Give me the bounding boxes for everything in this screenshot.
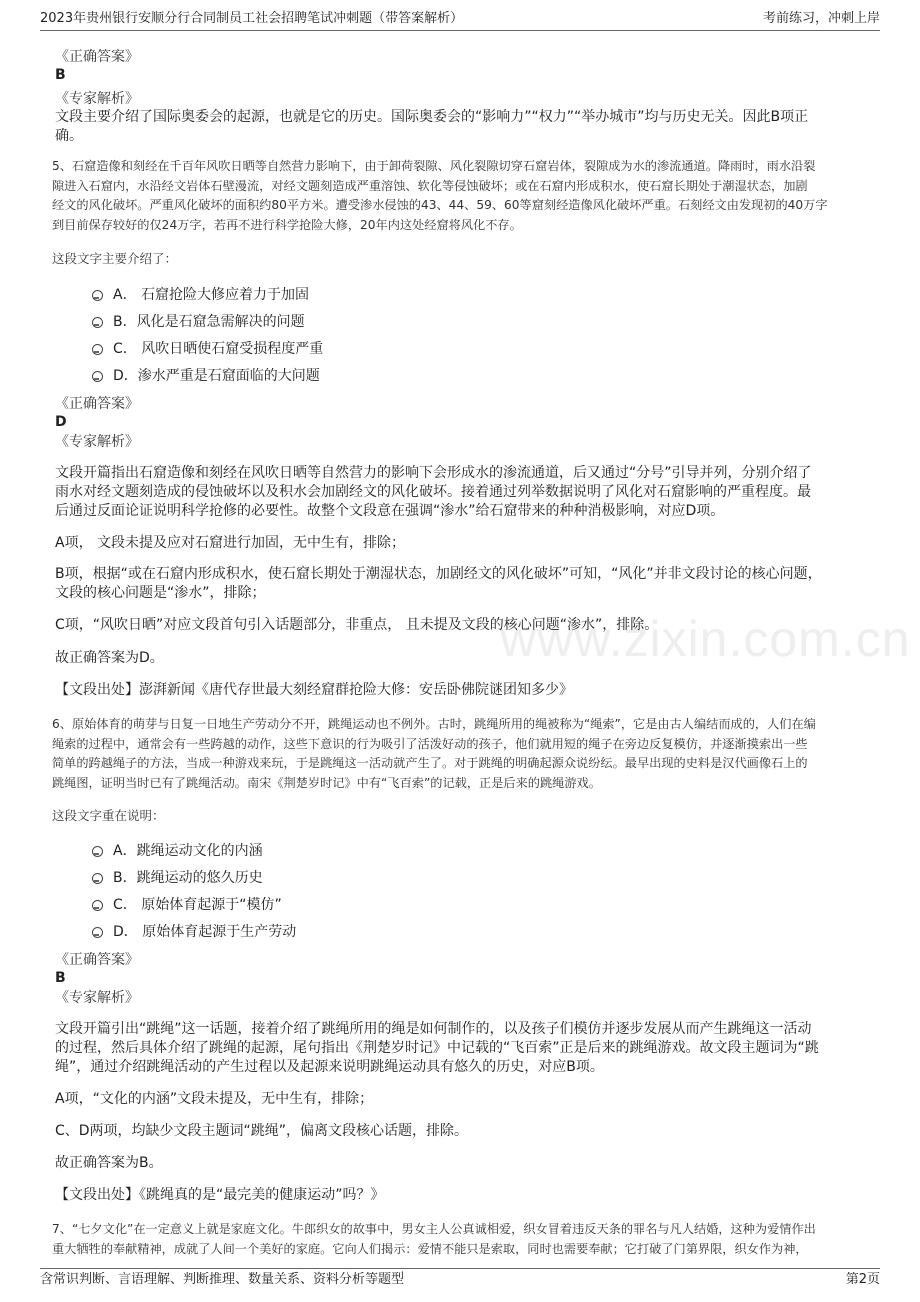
answer-label: 《正确答案》 bbox=[55, 952, 139, 968]
radio-icon[interactable] bbox=[92, 900, 103, 911]
analysis-text: 文段主要介绍了国际奥委会的起源，也就是它的历史。国际奥委会的“影响力”“权力”“举办城市”均与历史无关。因此B项正 确。 bbox=[55, 109, 809, 144]
analysis-label: 《专家解析》 bbox=[55, 91, 139, 107]
analysis-option-a: A项， 文段未提及应对石窟进行加固，无中生有，排除； bbox=[55, 535, 406, 551]
q5-option-b[interactable]: B．风化是石窟急需解决的问题 bbox=[92, 311, 305, 333]
radio-icon[interactable] bbox=[92, 317, 103, 328]
q6-option-d[interactable]: D． 原始体育起源于生产劳动 bbox=[92, 921, 296, 943]
page-number: 第2页 bbox=[845, 1272, 880, 1287]
q6-option-b[interactable]: B．跳绳运动的悠久历史 bbox=[92, 867, 263, 889]
radio-icon[interactable] bbox=[92, 846, 103, 857]
page-header bbox=[40, 8, 880, 31]
q5-option-d[interactable]: D．渗水严重是石窟面临的大问题 bbox=[92, 365, 320, 387]
radio-icon[interactable] bbox=[92, 873, 103, 884]
radio-icon[interactable] bbox=[92, 344, 103, 355]
document-title: 2023年贵州银行安顺分行合同制员工社会招聘笔试冲刺题（带答案解析） bbox=[40, 11, 464, 26]
watermark: www.zixin.com.cn bbox=[500, 611, 911, 667]
radio-icon[interactable] bbox=[92, 371, 103, 382]
header-slogan: 考前练习，冲刺上岸 bbox=[762, 11, 880, 26]
answer-label: 《正确答案》 bbox=[55, 49, 139, 65]
source-citation: 【文段出处】澎湃新闻《唐代存世最大刻经窟群抢险大修：安岳卧佛院谜团知多少》 bbox=[55, 682, 573, 698]
analysis-option-cd: C、D两项，均缺少文段主题词“跳绳”，偏离文段核心话题，排除。 bbox=[55, 1123, 469, 1139]
question-5-prompt: 这段文字主要介绍了： bbox=[52, 251, 178, 266]
analysis-label: 《专家解析》 bbox=[55, 990, 139, 1006]
analysis-conclusion: 故正确答案为B。 bbox=[55, 1155, 163, 1171]
q6-option-a[interactable]: A．跳绳运动文化的内涵 bbox=[92, 840, 263, 862]
q6-option-c[interactable]: C． 原始体育起源于“模仿” bbox=[92, 894, 282, 916]
source-citation: 【文段出处】《跳绳真的是“最完美的健康运动”吗？》 bbox=[55, 1187, 385, 1203]
analysis-option-c: C项，“风吹日晒”对应文段首句引入话题部分，非重点， 且未提及文段的核心问题“渗水”，排除。 bbox=[55, 617, 659, 633]
answer-value: B bbox=[55, 67, 66, 83]
question-6-stem: 6、原始体育的萌芽与日复一日地生产劳动分不开，跳绳运动也不例外。古时，跳绳所用的绳被称为“绳索”，它是由古人编结而成的，人们在编 绳索的过程中，通常会有一些跨越的动作，这些下意识的行为吸引了活泼好动的孩子，他们就用短的绳子在旁边反复模仿，并逐渐摸索出一些 简单的跨越绳子的方法，当成一种游戏来玩，于是跳绳这一活动就产生了。对于跳绳的明确起源众说纷纭。最早出现的史料是汉代画像石上的 跳绳图，证明当时已有了跳绳活动。南宋《荆楚岁时记》中有“飞百索”的记载，正是后来的跳绳游戏。 bbox=[52, 717, 816, 790]
answer-value: B bbox=[55, 970, 66, 986]
question-5-stem: 5、石窟造像和刻经在千百年风吹日晒等自然营力影响下，由于卸荷裂隙、风化裂隙切穿石窟岩体，裂隙成为水的渗流通道。降雨时，雨水沿裂 隙进入石窟内，水沿经文岩体石壁漫流，对经文题刻造成严重溶蚀、软化等侵蚀破坏；或在石窟内形成积水，使石窟长期处于潮湿状态，加剧 经文的风化破坏。严重风化破坏的面积约80平方米。遭受渗水侵蚀的43、44、59、60等窟刻经造像风化破坏严重。石刻经文由发现初的40万字 到目前保存较好的仅24万字，若再不进行科学抢险大修，20年内这处经窟将风化不存。 bbox=[52, 159, 828, 232]
question-7-stem: 7、“七夕文化”在一定意义上就是家庭文化。牛郎织女的故事中，男女主人公真诚相爱，织女冒着违反天条的罪名与凡人结婚，这种为爱情作出 重大牺牲的奉献精神，成就了人间一个美好的家庭。它向人们揭示：爱情不能只是索取，同时也需要奉献；它打破了门第界限，织女作为神， bbox=[52, 1222, 816, 1256]
analysis-label: 《专家解析》 bbox=[55, 434, 139, 450]
answer-value: D bbox=[55, 414, 67, 430]
q5-option-a[interactable]: A． 石窟抢险大修应着力于加固 bbox=[92, 284, 309, 306]
page-footer bbox=[40, 1268, 880, 1291]
radio-icon[interactable] bbox=[92, 290, 103, 301]
radio-icon[interactable] bbox=[92, 927, 103, 938]
analysis-option-b: B项，根据“或在石窟内形成积水，使石窟长期处于潮湿状态，加剧经文的风化破坏”可知，“风化”并非文段讨论的核心问题， 文段的核心问题是“渗水”，排除； bbox=[55, 566, 822, 601]
footer-categories: 含常识判断、言语理解、判断推理、数量关系、资料分析等题型 bbox=[40, 1272, 405, 1287]
question-6-prompt: 这段文字重在说明： bbox=[52, 808, 165, 823]
analysis-paragraph: 文段开篇指出石窟造像和刻经在风吹日晒等自然营力的影响下会形成水的渗流通道，后又通过“分号”引导并列，分别介绍了 雨水对经文题刻造成的侵蚀破坏以及积水会加剧经文的风化破坏。接着通过列举数据说明了风化对石窟影响的严重程度。最 后通过反面论证说明科学抢修的必要性。故整个文段意在强调“渗水”给石窟带来的种种消极影响，对应D项。 bbox=[55, 465, 812, 519]
analysis-conclusion: 故正确答案为D。 bbox=[55, 650, 164, 666]
analysis-option-a: A项，“文化的内涵”文段未提及，无中生有，排除； bbox=[55, 1091, 374, 1107]
q5-option-c[interactable]: C． 风吹日晒使石窟受损程度严重 bbox=[92, 338, 323, 360]
analysis-paragraph: 文段开篇引出“跳绳”这一话题，接着介绍了跳绳所用的绳是如何制作的，以及孩子们模仿并逐步发展从而产生跳绳这一活动 的过程，然后具体介绍了跳绳的起源，尾句指出《荆楚岁时记》中记载的“飞百索”正是后来的跳绳游戏。故文段主题词为“跳 绳”，通过介绍跳绳活动的产生过程以及起源来说明跳绳运动具有悠久的历史，对应B项。 bbox=[55, 1021, 819, 1075]
answer-label: 《正确答案》 bbox=[55, 396, 139, 412]
